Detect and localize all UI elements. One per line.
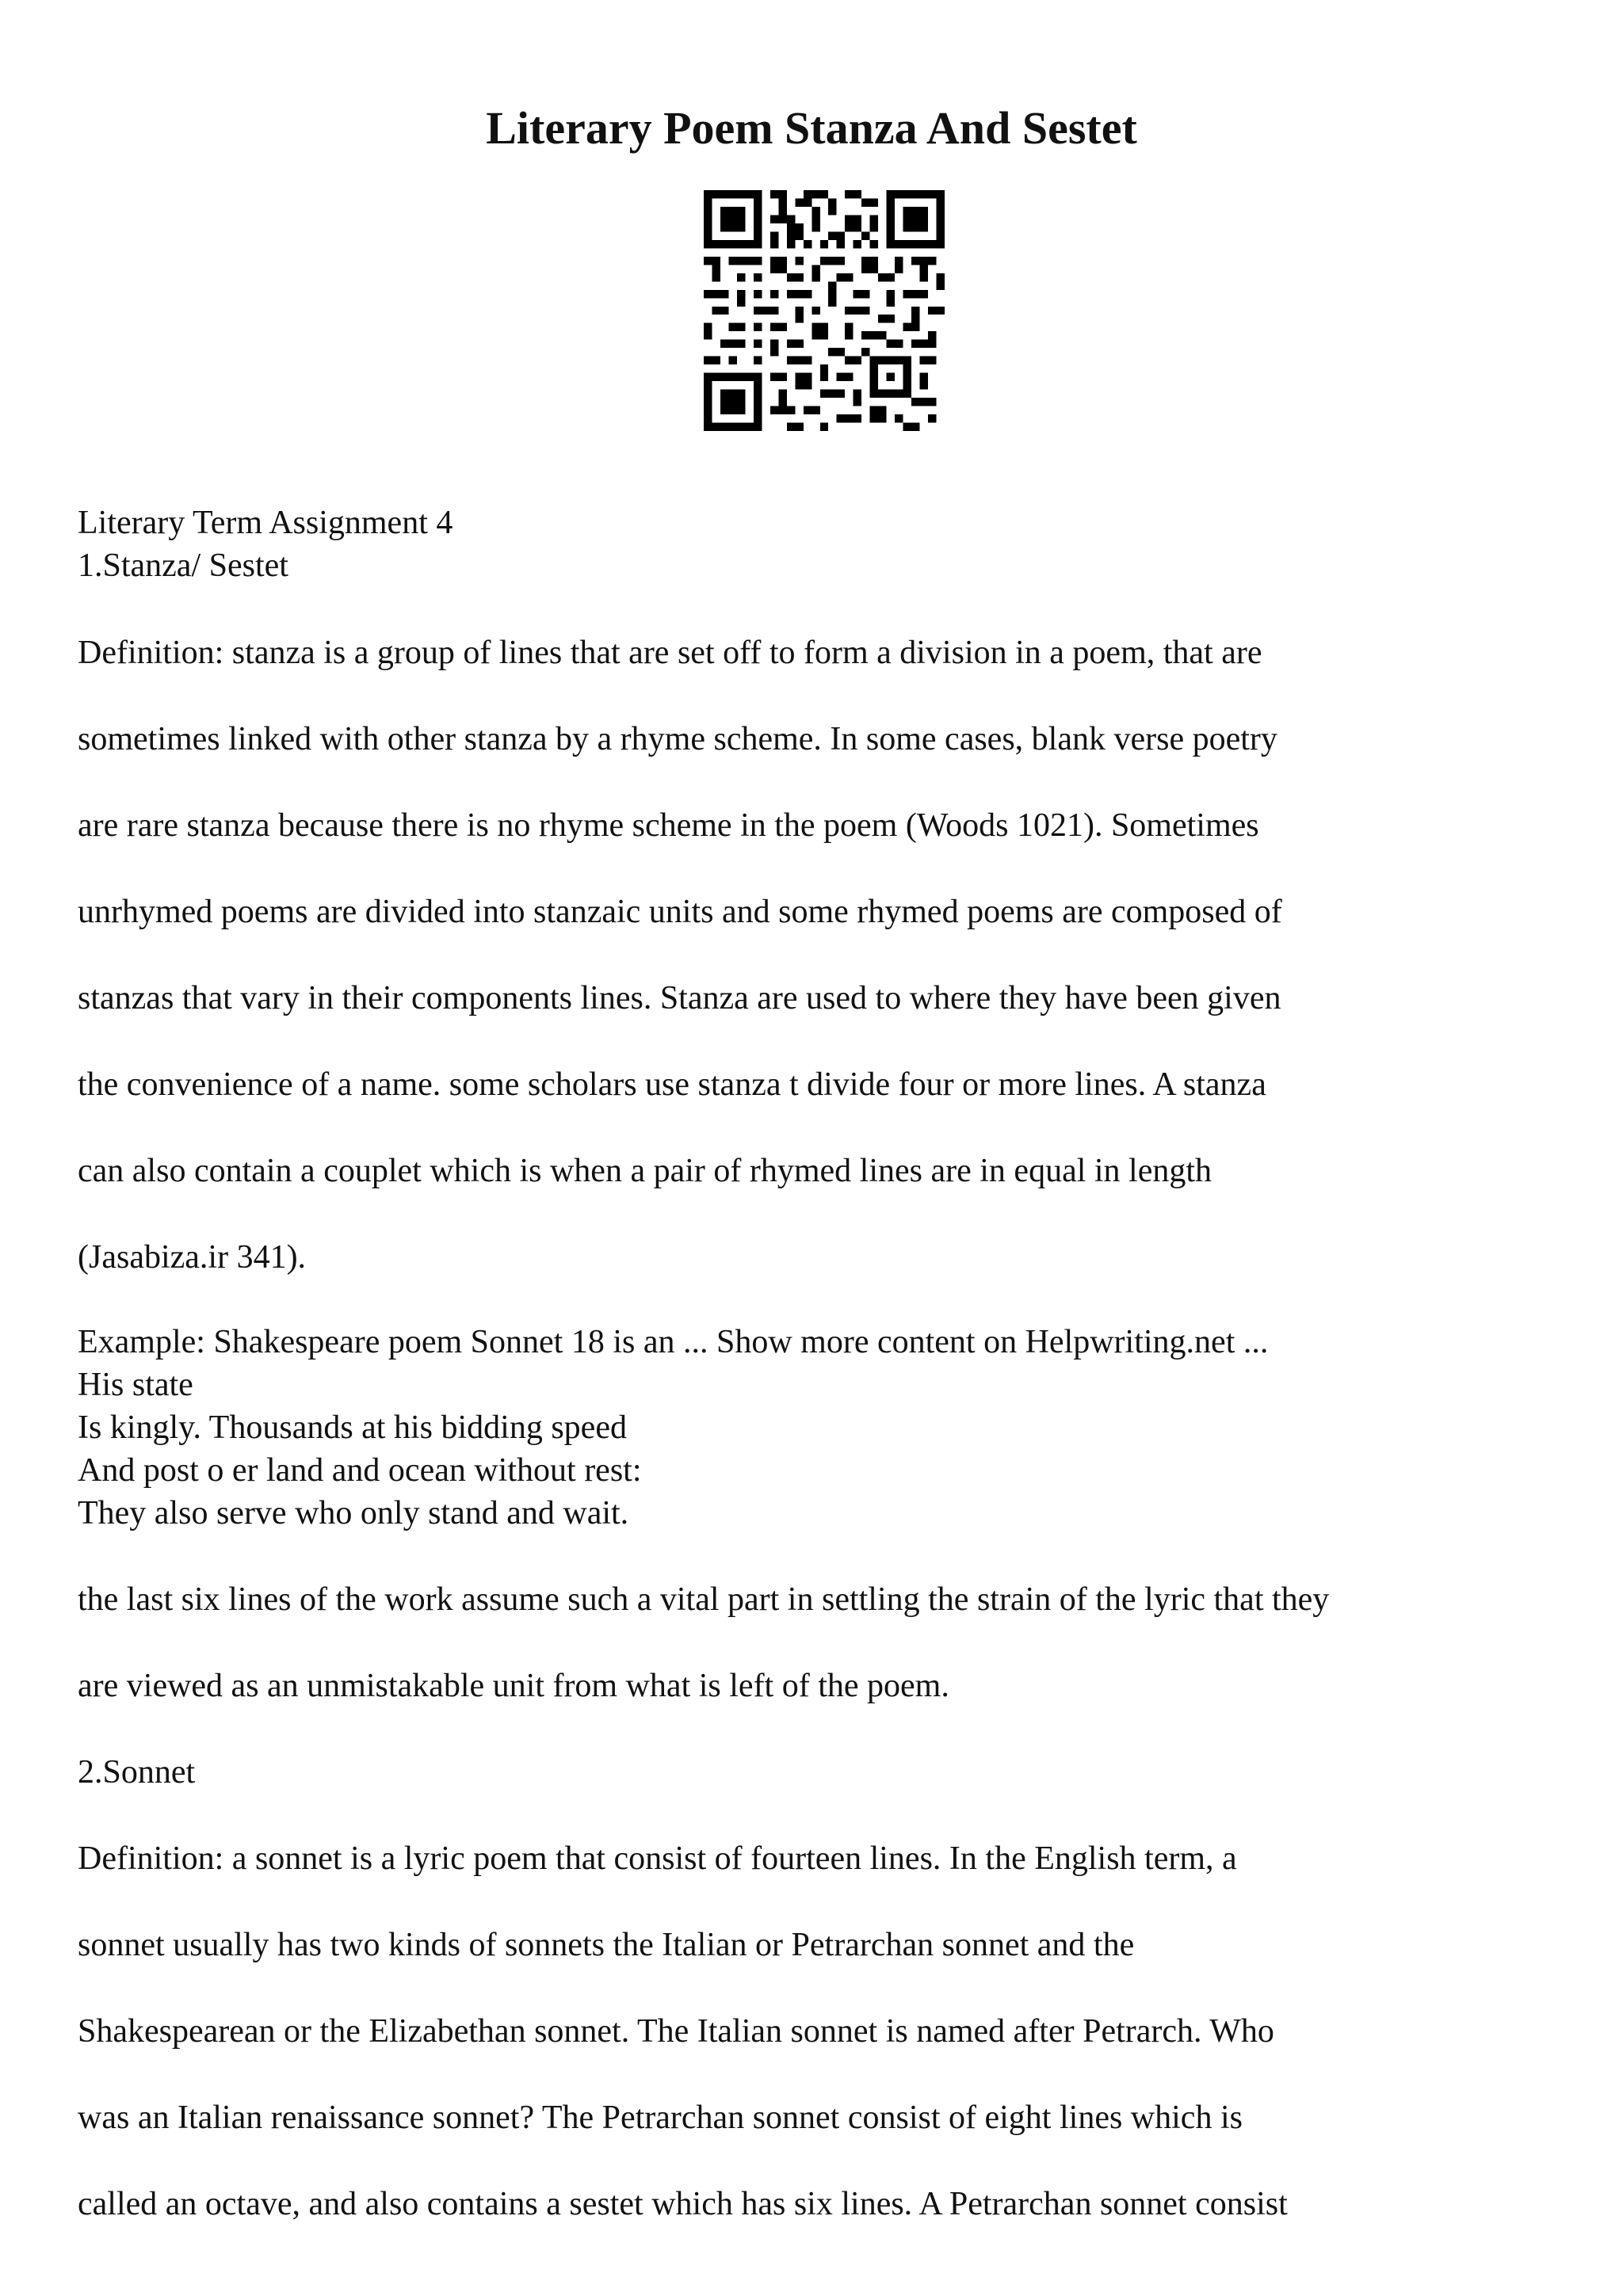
stanza-definition-line: Definition: stanza is a group of lines that are set off to form a division in a poem, that are [78,635,1262,671]
poem-quote-line: And post o er land and ocean without rest: [78,1452,642,1489]
sonnet-definition-line: Shakespearean or the Elizabethan sonnet. The Italian sonnet is named after Petrarch. Who [78,2013,1274,2050]
sonnet-definition-line: sonnet usually has two kinds of sonnets the Italian or Petrarchan sonnet and the [78,1927,1135,1963]
sonnet-definition-line: Definition: a sonnet is a lyric poem that consist of fourteen lines. In the English term, a [78,1840,1237,1877]
assignment-title: Literary Term Assignment 4 [78,505,453,541]
stanza-definition-line: stanzas that vary in their components lines. Stanza are used to where they have been given [78,980,1281,1016]
sonnet-definition-line: was an Italian renaissance sonnet? The Petrarchan sonnet consist of eight lines which is [78,2100,1243,2136]
poem-quote-line: Is kingly. Thousands at his bidding speed [78,1409,627,1446]
stanza-definition-line: unrhymed poems are divided into stanzaic units and some rhymed poems are composed of [78,894,1282,930]
qr-code [704,190,945,431]
stanza-definition-line: sometimes linked with other stanza by a rhyme scheme. In some cases, blank verse poetry [78,721,1277,757]
stanza-definition-line: the convenience of a name. some scholars use stanza t divide four or more lines. A stanza [78,1066,1266,1103]
sonnet-definition-line: called an octave, and also contains a sestet which has six lines. A Petrarchan sonnet consist [78,2186,1288,2222]
poem-quote-line: His state [78,1367,193,1403]
stanza-definition-line: are rare stanza because there is no rhyme scheme in the poem (Woods 1021). Sometimes [78,807,1259,844]
page-title: Literary Poem Stanza And Sestet [486,102,1137,154]
poem-quote-line: They also serve who only stand and wait. [78,1495,629,1531]
stanza-definition-line: (Jasabiza.ir 341). [78,1239,307,1276]
sestet-paragraph-line: are viewed as an unmistakable unit from what is left of the poem. [78,1668,949,1704]
section-heading-stanza-sestet: 1.Stanza/ Sestet [78,547,288,584]
example-line: Example: Shakespeare poem Sonnet 18 is an ... Show more content on Helpwriting.net ... [78,1324,1269,1360]
sestet-paragraph-line: the last six lines of the work assume such a vital part in settling the strain of the lyric that they [78,1581,1330,1618]
section-heading-sonnet: 2.Sonnet [78,1754,196,1791]
stanza-definition-line: can also contain a couplet which is when a pair of rhymed lines are in equal in length [78,1153,1212,1189]
